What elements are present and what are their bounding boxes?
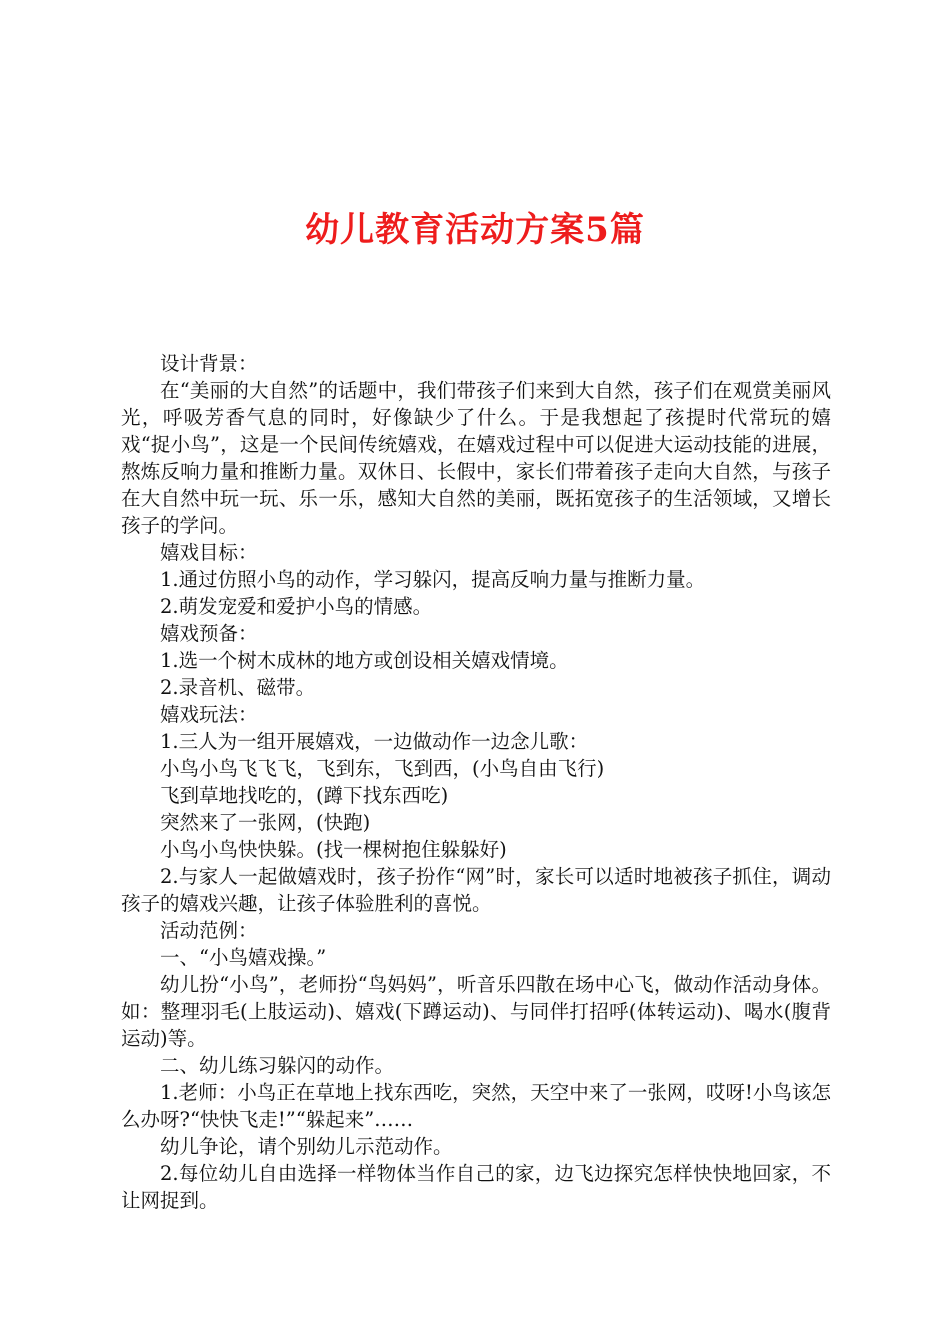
paragraph: 飞到草地找吃的，(蹲下找东西吃) — [160, 784, 449, 807]
paragraph: 1.通过仿照小鸟的动作，学习躲闪，提高反响力量与推断力量。 — [160, 568, 706, 591]
paragraph: 二、幼儿练习躲闪的动作。 — [160, 1054, 395, 1077]
paragraph: 2.录音机、磁带。 — [160, 676, 316, 699]
paragraph: 1.三人为一组开展嬉戏，一边做动作一边念儿歌： — [160, 730, 589, 753]
document-title: 幼儿教育活动方案5篇 — [305, 210, 645, 250]
paragraph: 活动范例： — [160, 919, 258, 942]
paragraph: 2.与家人一起做嬉戏时，孩子扮作“网”时，家长可以适时地被孩子抓住，调动孩子的嬉戏兴趣，让孩子体验胜利的喜悦。 — [121, 865, 831, 915]
paragraph: 幼儿扮“小鸟”，老师扮“鸟妈妈”，听音乐四散在场中心飞，做动作活动身体。如：整理羽毛(上肢运动)、嬉戏(下蹲运动)、与同伴打招呼(体转运动)、喝水(腹背运动)等。 — [121, 973, 831, 1050]
paragraph: 小鸟小鸟飞飞飞，飞到东，飞到西，(小鸟自由飞行) — [160, 757, 605, 780]
paragraph: 1.老师：小鸟正在草地上找东西吃，突然，天空中来了一张网，哎呀!小鸟该怎么办呀?“快快飞走!”“躲起来”…… — [121, 1081, 831, 1131]
document-body — [121, 350, 831, 1214]
paragraph: 2.萌发宠爱和爱护小鸟的情感。 — [160, 595, 433, 618]
paragraph: 幼儿争论，请个别幼儿示范动作。 — [160, 1135, 453, 1158]
paragraph: 设计背景： — [160, 352, 258, 375]
paragraph: 突然来了一张网，(快跑) — [160, 811, 371, 834]
paragraph: 一、“小鸟嬉戏操。” — [160, 946, 327, 969]
paragraph: 嬉戏目标： — [160, 541, 258, 564]
paragraph: 1.选一个树木成林的地方或创设相关嬉戏情境。 — [160, 649, 569, 672]
paragraph: 2.每位幼儿自由选择一样物体当作自己的家，边飞边探究怎样快快地回家，不让网捉到。 — [121, 1162, 831, 1212]
paragraph: 小鸟小鸟快快躲。(找一棵树抱住躲躲好) — [160, 838, 507, 861]
paragraph: 嬉戏玩法： — [160, 703, 258, 726]
paragraph: 嬉戏预备： — [160, 622, 258, 645]
paragraph: 在“美丽的大自然”的话题中，我们带孩子们来到大自然，孩子们在观赏美丽风光，呼吸芳香气息的同时，好像缺少了什么。于是我想起了孩提时代常玩的嬉戏“捉小鸟”，这是一个民间传统嬉戏，在嬉戏过程中可以促进大运动技能的进展，熬炼反响力量和推断力量。双休日、长假中，家长们带着孩子走向大自然，与孩子在大自然中玩一玩、乐一乐，感知大自然的美丽，既拓宽孩子的生活领域，又增长孩子的学问。 — [121, 379, 831, 537]
